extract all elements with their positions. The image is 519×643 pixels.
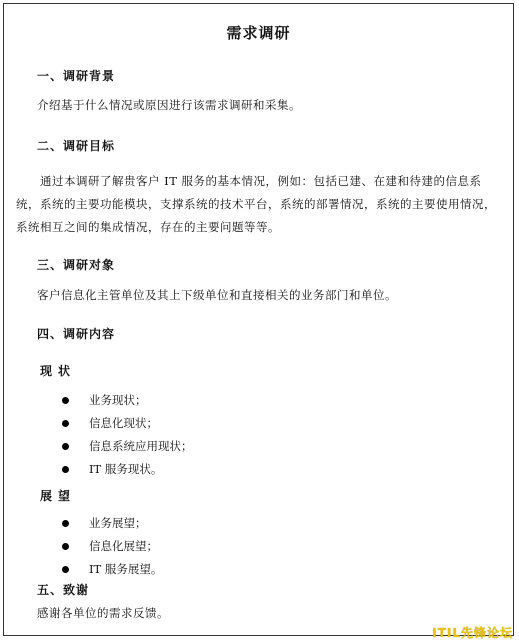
subheading-current: 现状 — [40, 364, 77, 378]
heading-background: 一、调研背景 — [37, 69, 116, 83]
list-item: IT 服务现状。 — [62, 461, 162, 477]
list-item: 信息化展望； — [62, 538, 158, 554]
heading-target: 三、调研对象 — [37, 258, 116, 272]
bullet-icon — [62, 466, 69, 473]
page-title: 需求调研 — [226, 24, 291, 42]
forum-watermark: ITIL先锋论坛 — [432, 626, 513, 640]
heading-goal: 二、调研目标 — [37, 139, 116, 153]
bullet-icon — [62, 543, 69, 550]
bullet-icon — [62, 520, 69, 527]
paragraph-thanks: 感谢各单位的需求反馈。 — [37, 606, 169, 620]
bullet-icon — [62, 420, 69, 427]
list-item: 业务现状； — [62, 392, 147, 408]
list-item: IT 服务展望。 — [62, 561, 162, 577]
paragraph-target: 客户信息化主管单位及其上下级单位和直接相关的业务部门和单位。 — [37, 288, 397, 302]
heading-thanks: 五、致谢 — [37, 583, 90, 597]
list-item: 业务展望； — [62, 515, 147, 531]
paragraph-background: 介绍基于什么情况或原因进行该需求调研和采集。 — [37, 98, 301, 112]
heading-content: 四、调研内容 — [37, 327, 116, 341]
list-item: 信息化现状； — [62, 415, 158, 431]
paragraph-goal: 通过本调研了解贵客户 IT 服务的基本情况，例如：包括已建、在建和待建的信息系统，系统的主要功能模块，支撑系统的技术平台，系统的部署情况，系统的主要使用情况，系统相互之间的集成情况，存在的主要问题等等。 — [16, 174, 496, 234]
subheading-outlook: 展望 — [40, 489, 77, 503]
bullet-icon — [62, 443, 69, 450]
bullet-icon — [62, 397, 69, 404]
document-page — [3, 3, 514, 636]
bullet-icon — [62, 566, 69, 573]
list-item: 信息系统应用现状； — [62, 438, 193, 454]
